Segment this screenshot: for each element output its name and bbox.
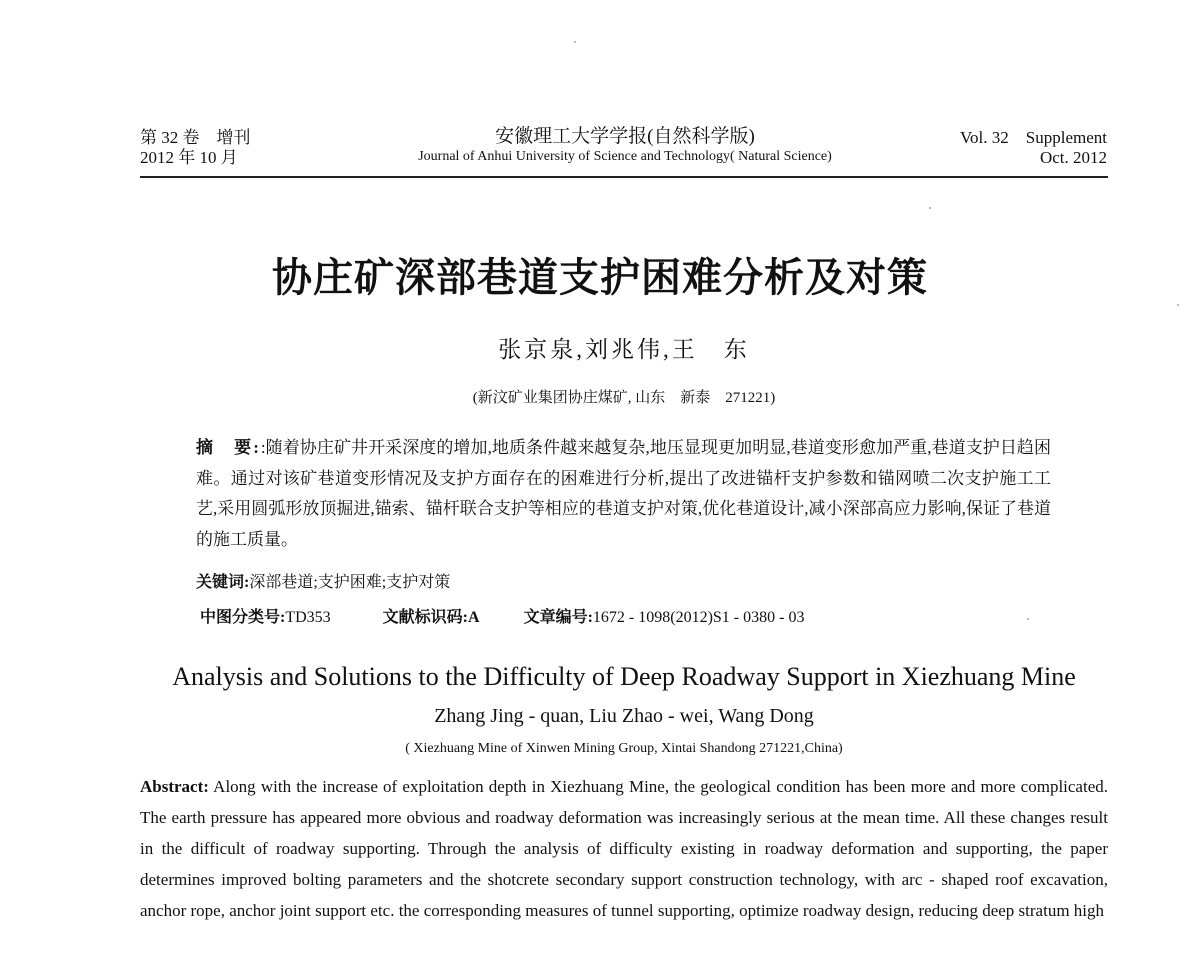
abstract-cn-label: 摘 要: — [196, 438, 261, 457]
header-volume-supplement: Vol. 32 Supplement — [959, 128, 1107, 147]
abstract-en-label: Abstract: — [140, 777, 209, 796]
clc-value: TD353 — [285, 609, 331, 626]
scan-speck — [1027, 618, 1029, 620]
article-number-value: 1672 - 1098(2012)S1 - 0380 - 03 — [592, 609, 805, 626]
journal-name-cn: 安徽理工大学学报(自然科学版) — [495, 126, 755, 147]
authors-cn: 张京泉,刘兆伟,王 东 — [498, 337, 750, 362]
scan-speck — [574, 41, 576, 43]
scan-speck — [1177, 304, 1179, 306]
header-journal-name — [350, 126, 900, 166]
classification-line — [200, 606, 1060, 630]
authors-en: Zhang Jing - quan, Liu Zhao - wei, Wang Dong — [434, 705, 814, 727]
article-number-label: 文章编号: — [523, 609, 593, 626]
abstract-en-text: Along with the increase of exploitation depth in Xiezhuang Mine, the geological condition has been more and more complicated. The earth pressure has appeared more obvious and roadway deformation was increasingly serious at the mean time. All these changes result in the difficult of roadway supporting. Through the analysis of difficulty existing in roadway deformation and supporting, the paper determines improved bolting parameters and the shotcrete secondary support construction technology, with arc - shaped roof excavation, anchor rope, anchor joint support etc. the corresponding measures of tunnel supporting, optimize roadway design, reducing deep stratum high — [140, 777, 1108, 920]
article-number — [524, 606, 805, 630]
scan-speck — [929, 207, 931, 209]
header-date-cn: 2012 年 10 月 — [140, 148, 238, 167]
header-divider — [140, 176, 1108, 178]
keywords-cn — [196, 571, 1051, 595]
paper-title-cn: 协庄矿深部巷道支护困难分析及对策 — [272, 255, 928, 300]
journal-name-en: Journal of Anhui University of Science and Technology( Natural Science) — [418, 149, 832, 164]
clc-number — [200, 606, 331, 630]
affiliation-cn: (新汶矿业集团协庄煤矿, 山东 新泰 271221) — [472, 390, 776, 406]
paper-title-en: Analysis and Solutions to the Difficulty of Deep Roadway Support in Xiezhuang Mine — [172, 662, 1076, 691]
clc-label: 中图分类号: — [200, 609, 286, 626]
document-code — [383, 606, 480, 630]
document-code-label: 文献标识码: — [382, 609, 469, 626]
header-volume-info-en — [960, 128, 1107, 168]
keywords-cn-label: 关键词: — [196, 574, 250, 591]
header-volume-info — [140, 128, 251, 168]
abstract-en — [140, 771, 1108, 926]
keywords-cn-text: 深部巷道;支护困难;支护对策 — [249, 574, 451, 591]
document-code-value: A — [468, 609, 480, 626]
abstract-cn-text: :随着协庄矿井开采深度的增加,地质条件越来越复杂,地压显现更加明显,巷道变形愈加严重,巷道支护日趋困难。通过对该矿巷道变形情况及支护方面存在的困难进行分析,提出了改进锚杆支护参数和锚网喷二次支护施工工艺,采用圆弧形放顶掘进,锚索、锚杆联合支护等相应的巷道支护对策,优化巷道设计,减小深部高应力影响,保证了巷道的施工质量。 — [196, 438, 1051, 549]
header-volume-issue: 第 32 卷 增刊 — [140, 128, 251, 147]
affiliation-en: ( Xiezhuang Mine of Xinwen Mining Group, Xintai Shandong 271221,China) — [405, 741, 843, 756]
header-date-en: Oct. 2012 — [1039, 148, 1107, 167]
abstract-cn — [196, 433, 1051, 555]
